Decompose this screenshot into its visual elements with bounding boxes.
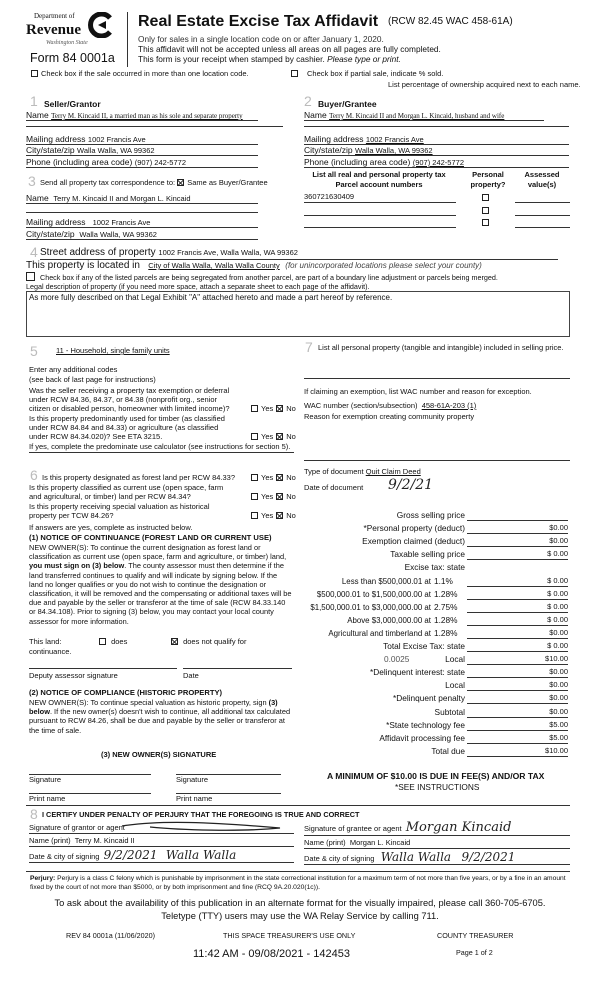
tax-row-value[interactable]: $0.00 — [467, 627, 568, 639]
tax-rate: 1.1% — [434, 575, 453, 586]
grantee-date-field[interactable] — [304, 851, 570, 865]
tax-row-label: Less than $500,000.01 at — [341, 576, 431, 586]
buyer-city-field[interactable] — [304, 145, 569, 156]
buyer-mail-field[interactable] — [304, 134, 569, 145]
checkbox[interactable] — [276, 474, 283, 481]
wac-number: 458-61A-203 (1) — [421, 401, 477, 410]
checkbox[interactable] — [276, 405, 283, 412]
personal-property-line[interactable] — [304, 370, 570, 379]
no-option[interactable] — [276, 432, 296, 441]
label: Mailing address — [26, 217, 86, 227]
q-line: Is this property predominantly used for timber (as classified — [29, 414, 225, 423]
additional-codes-note: (see back of last page for instructions) — [29, 375, 156, 384]
does-qualify-option[interactable] — [99, 637, 127, 646]
text-bold: you must sign on (3) below — [29, 561, 125, 571]
q-line: under RCW 84.84 and 84.33) or agriculture (as classified — [29, 423, 219, 433]
yes-option[interactable] — [251, 404, 273, 413]
owner-signature-2-line[interactable] — [176, 766, 281, 775]
doc-type-field[interactable] — [304, 467, 421, 476]
checkbox[interactable] — [276, 512, 283, 519]
yes-label: Yes — [261, 492, 274, 502]
located-field[interactable] — [26, 260, 482, 271]
tax-row-label: Subtotal — [434, 706, 465, 717]
grantee-city: Walla Walla — [380, 850, 452, 864]
seller-mail-field[interactable] — [26, 134, 258, 145]
tax-row-label: Exemption claimed (deduct) — [362, 536, 465, 547]
text: NEW OWNER(S): To continue the current designation as forest land or classification as current use (open space, farm and agriculture, or timber) land, — [29, 543, 287, 562]
form-number: Form 84 0001a — [30, 51, 115, 65]
label: Date & city of signing — [304, 854, 375, 863]
tax-row-label: Total due — [431, 745, 465, 756]
label: Name — [26, 110, 49, 120]
grantee-date: 9/2/2021 — [461, 850, 516, 864]
tax-row-value[interactable]: $0.00 — [467, 679, 568, 691]
tax-row-label: *Personal property (deduct) — [363, 523, 465, 534]
tax-row-value[interactable]: $ 0.00 — [467, 601, 568, 613]
buyer-name-line-2[interactable] — [304, 114, 569, 127]
tax-row-label: *State technology fee — [386, 719, 465, 730]
street-field[interactable] — [40, 247, 558, 260]
print-name-1-line[interactable] — [29, 785, 151, 794]
seller-heading: Seller/Grantor — [44, 99, 101, 109]
tax-row-value[interactable]: $5.00 — [467, 719, 568, 731]
perjury-label: Perjury: — [30, 875, 56, 882]
additional-codes-label: Enter any additional codes — [29, 365, 118, 374]
grantor-signature-scribble — [120, 818, 290, 834]
q-line: Is this property receiving special valuation as historical — [29, 502, 210, 511]
assessed-value-field[interactable] — [515, 217, 570, 228]
q-historic — [29, 502, 210, 520]
assessed-header — [513, 170, 571, 190]
tax-row-label: Local — [445, 654, 465, 665]
q-line: property per TCW 84.26? — [29, 511, 114, 521]
yes-option[interactable] — [251, 432, 273, 441]
label: Mailing address — [304, 134, 364, 144]
seller-phone: (907) 242-5772 — [134, 158, 186, 167]
partial-sale-label: Check box if partial sale, indicate % sold. — [307, 69, 444, 78]
yes-no-choice — [251, 492, 296, 501]
legal-description-box[interactable]: As more fully described on that Legal Exhibit "A" attached hereto and made a part hereof by reference. — [26, 291, 570, 337]
doc-date[interactable]: 9/2/21 — [388, 477, 434, 493]
signature-1-label: Signature — [29, 775, 62, 784]
deputy-signature-label: Deputy assessor signature — [29, 671, 118, 680]
personal-property-checkbox-cell — [482, 193, 492, 202]
section-2-number: 2 — [304, 93, 312, 109]
doc-date-label: Date of document — [304, 483, 364, 492]
header-line-2: This affidavit will not be accepted unless all areas on all pages are fully completed. — [138, 44, 441, 54]
tax-row-value[interactable] — [467, 509, 568, 521]
perjury-notice — [30, 874, 570, 892]
label: City/state/zip — [26, 229, 75, 239]
q-line: Is this property classified as current use (open space, farm — [29, 483, 224, 492]
text: NEW OWNER(S): To continue special valuation as historic property, sign — [29, 698, 269, 707]
print-name-2-label: Print name — [176, 794, 213, 803]
yes-no-choice — [251, 511, 296, 520]
print-name-1-label: Print name — [29, 794, 66, 803]
section-4-number: 4 — [30, 244, 38, 260]
no-option[interactable] — [276, 473, 296, 482]
checkbox[interactable] — [251, 512, 258, 519]
tax-row-value[interactable]: $ 0.00 — [467, 588, 568, 600]
deputy-date-line[interactable] — [183, 660, 292, 669]
grantee-signature-field[interactable] — [304, 821, 570, 836]
no-label: No — [286, 404, 296, 414]
tax-row-value[interactable]: $0.00 — [467, 706, 568, 718]
q-line: Was the seller receiving a property tax exemption or deferral — [29, 386, 230, 395]
deputy-date-label: Date — [183, 671, 199, 680]
grantee-name: Morgan L. Kincaid — [349, 838, 411, 847]
yes-no-choice — [251, 473, 296, 482]
section-5-number: 5 — [30, 343, 38, 359]
grantee-signature: Morgan Kincaid — [405, 820, 512, 835]
tax-row-label: Local — [445, 680, 465, 691]
section-3-number: 3 — [28, 173, 36, 189]
notice-2-text — [29, 698, 293, 735]
section-8-divider — [26, 805, 570, 806]
label: Mailing address — [26, 134, 86, 144]
grantor-city: Walla Walla — [165, 848, 237, 862]
assessed-value-field[interactable] — [515, 205, 570, 216]
tax-row-label: Total Excise Tax: state — [383, 641, 465, 651]
tax-row-value[interactable]: $0.00 — [467, 692, 568, 704]
parcel-header-2: Parcel account numbers — [335, 180, 423, 189]
personal-header — [467, 170, 509, 190]
this-land-label: This land: — [29, 637, 62, 646]
personal-header-1: Personal — [472, 170, 504, 179]
checkbox[interactable] — [251, 493, 258, 500]
corr-city: Walla Walla, WA 99362 — [79, 230, 157, 239]
yes-label: Yes — [261, 511, 274, 521]
tax-row-value[interactable]: $10.00 — [467, 653, 568, 665]
notice-1-text — [29, 543, 293, 626]
yes-option[interactable] — [251, 492, 273, 501]
personal-property-checkbox-cell — [482, 218, 492, 227]
tax-row-value[interactable]: $ 0.00 — [467, 640, 568, 652]
same-as-buyer-checkbox[interactable] — [177, 179, 184, 186]
tax-row-label: *Delinquent penalty — [393, 693, 465, 704]
yes-option[interactable] — [251, 511, 273, 520]
wac-field[interactable] — [304, 401, 476, 410]
segregate-label: Check box if any of the listed parcels are being segregated from another parcel, are part of a boundary line adjustment or parcels being merged. — [40, 273, 498, 282]
buyer-phone: (907) 242-5772 — [412, 158, 464, 167]
seller-phone-field[interactable] — [26, 157, 258, 168]
checkbox[interactable] — [99, 638, 106, 645]
multi-location-check[interactable] — [31, 69, 249, 78]
no-option[interactable] — [276, 492, 296, 501]
no-option[interactable] — [276, 511, 296, 520]
q-timber — [29, 414, 225, 442]
label: Street address of property — [40, 247, 156, 258]
use-code[interactable]: 11 - Household, single family units — [56, 346, 170, 355]
new-owner-sig-title: (3) NEW OWNER(S) SIGNATURE — [101, 750, 217, 759]
tax-row-label: $500,000.01 to $1,500,000.00 at — [316, 589, 431, 599]
alternate-format-1: To ask about the availability of this publication in an alternate format for the visually impaired, please call 360-705-6705. — [54, 898, 546, 908]
buyer-phone-field[interactable] — [304, 157, 569, 168]
yes-label: Yes — [261, 404, 274, 414]
checkbox[interactable] — [482, 207, 489, 214]
label: Name — [26, 193, 49, 203]
corr-city-field[interactable] — [26, 229, 258, 240]
grantor-name: Terry M. Kincaid II — [74, 836, 135, 845]
partial-sale-check[interactable] — [291, 69, 443, 78]
yes-no-choice — [251, 404, 296, 413]
header-divider — [127, 12, 128, 67]
correspondence-label — [40, 178, 268, 187]
q-exemption — [29, 386, 230, 414]
treasurer-use: THIS SPACE TREASURER'S USE ONLY — [223, 931, 356, 940]
doc-type: Quit Claim Deed — [365, 467, 421, 476]
no-label: No — [286, 432, 296, 442]
local-tax-rate: 0.0025 — [384, 654, 410, 665]
buyer-city: Walla Walla, WA 99362 — [355, 146, 433, 155]
tax-row-value[interactable]: $ 0.00 — [467, 575, 568, 587]
checkbox[interactable] — [276, 433, 283, 440]
tax-row-value[interactable]: $10.00 — [467, 745, 568, 757]
parcel-number-field[interactable] — [304, 217, 456, 228]
corr-mail: 1002 Francis Ave — [92, 218, 151, 227]
q-line: citizen or disabled person, homeowner with limited income)? — [29, 404, 230, 414]
tax-row-value[interactable]: $0.00 — [467, 666, 568, 678]
certify-statement: I CERTIFY UNDER PENALTY OF PERJURY THAT THE FOREGOING IS TRUE AND CORRECT — [42, 810, 360, 819]
print-name-2-line[interactable] — [176, 785, 281, 794]
tax-row-value[interactable]: $5.00 — [467, 732, 568, 744]
reason-line[interactable] — [304, 452, 570, 461]
logo-dept: Department of — [34, 12, 75, 20]
checkbox[interactable] — [251, 474, 258, 481]
parcel-number-field[interactable]: 360721630409 — [304, 192, 456, 203]
if-yes-note: If answers are yes, complete as instructed below. — [29, 523, 193, 532]
label: Send all property tax correspondence to: — [40, 178, 176, 187]
label: Phone (including area code) — [304, 157, 411, 167]
assessed-value-field[interactable] — [515, 192, 570, 203]
revenue-logo-icon — [88, 12, 114, 38]
corr-mail-field[interactable] — [26, 217, 258, 228]
does-not-qualify-option[interactable] — [171, 637, 246, 646]
logo-state: Washington State — [46, 40, 88, 46]
see-instructions: *SEE INSTRUCTIONS — [395, 782, 480, 792]
parcel-number-field[interactable] — [304, 205, 456, 216]
text: . The county assessor must then determine if the land transferred continues to qualify and will indicate by signing below. If the land no longer qualifies or you do not wish to continue the designation or classification, it will be removed and the compensating or additional taxes will be due and payable by the seller or transferor at the time of sale (RCW 84.33.140 or 84.34.108). Prior to signing (3) below, you may contact your local county assessor for more information. — [29, 561, 292, 626]
receipt-note: This form is your receipt when stamped by cashier. — [138, 54, 325, 64]
logo-name: Revenue — [26, 22, 81, 38]
corr-name-line-2[interactable] — [26, 206, 258, 213]
checkbox[interactable] — [171, 638, 178, 645]
label: Reason for exemption — [304, 412, 378, 421]
tax-row-label: Excise tax: state — [404, 562, 465, 573]
continuance-label: continuance. — [29, 647, 72, 656]
q-line: and agricultural, or timber) land per RCW 84.34? — [29, 492, 191, 502]
tax-row-label: Gross selling price — [396, 510, 465, 520]
assessed-header-1: Assessed — [524, 170, 560, 179]
personal-property-checkbox-cell — [482, 206, 492, 215]
label: Type of document — [304, 467, 364, 476]
predominate-note: If yes, complete the predominate use calculator (see instructions for section 5). — [29, 442, 294, 453]
tax-row-value[interactable]: $0.00 — [467, 535, 568, 547]
located-in: City of Walla Walla, Walla Walla County — [148, 261, 280, 270]
grantor-date: 9/2/2021 — [103, 848, 158, 862]
label: Signature of grantor or agent — [29, 823, 125, 832]
owner-signature-1-line[interactable] — [29, 766, 151, 775]
yes-label: Yes — [261, 473, 274, 482]
label: City/state/zip — [304, 145, 353, 155]
county-treasurer: COUNTY TREASURER — [437, 931, 514, 940]
label: Date & city of signing — [29, 852, 100, 861]
checkbox[interactable] — [251, 405, 258, 412]
label: Name (print) — [304, 838, 346, 847]
checkbox[interactable] — [482, 219, 489, 226]
personal-header-2: property? — [470, 180, 506, 189]
checkbox[interactable] — [251, 433, 258, 440]
tax-row-label: Affidavit processing fee — [379, 732, 465, 743]
signature-2-label: Signature — [176, 775, 209, 784]
parcel-header-1: List all real and personal property tax — [312, 170, 446, 179]
street-address: 1002 Francis Ave, Walla Walla, WA 99362 — [158, 248, 298, 257]
no-label: No — [286, 492, 296, 502]
footer-divider — [26, 871, 570, 872]
corr-name-field[interactable] — [26, 193, 258, 204]
tax-rate: 1.28% — [434, 627, 458, 638]
page-number: Page 1 of 2 — [456, 948, 493, 957]
q-forest: Is this property designated as forest land per RCW 84.33? — [42, 473, 236, 482]
section-8-number: 8 — [30, 806, 38, 822]
header-line-3 — [138, 54, 401, 64]
perjury-text: Perjury is a class C felony which is punishable by imprisonment in the state correctional institution for a maximum term of not more than five years, or by a fine in an amount fixed by the court of not more than $5000, or by both imprisonment and fine (RCQ 9A.20.020(1c)). — [30, 875, 566, 891]
notice-2-title: (2) NOTICE OF COMPLIANCE (HISTORIC PROPERTY) — [29, 688, 223, 697]
label: Signature of grantee or agent — [304, 824, 402, 833]
multi-location-label: Check box if the sale occurred in more than one location code. — [41, 69, 249, 78]
no-label: No — [286, 511, 296, 521]
rev-number: REV 84 0001a (11/06/2020) — [66, 931, 155, 940]
checkbox[interactable] — [291, 70, 298, 77]
tax-row-label: $1,500,000.01 to $3,000,000.00 at — [310, 602, 431, 612]
personal-property-label: List all personal property (tangible and intangible) included in selling price. — [318, 343, 564, 352]
label: Phone (including area code) — [26, 157, 133, 167]
reason-field[interactable] — [304, 412, 474, 421]
header-line-1: Only for sales in a single location code on or after January 1, 2020. — [138, 34, 384, 44]
seller-city-field[interactable] — [26, 145, 258, 156]
q-line: under RCW 84.34.020)? See ETA 3215. — [29, 432, 163, 442]
treasurer-stamp: 11:42 AM - 09/08/2021 - 142453 — [193, 948, 350, 960]
label: Name — [304, 110, 327, 120]
tax-row-label: *Delinquent interest: state — [369, 667, 465, 678]
label: This property is located in — [26, 260, 140, 271]
no-label: No — [286, 473, 296, 482]
page-title: Real Estate Excise Tax Affidavit — [138, 13, 379, 30]
checkbox[interactable] — [31, 70, 38, 77]
yes-label: Yes — [261, 432, 274, 442]
grantor-date-field[interactable] — [29, 849, 294, 863]
type-or-print-note: Please type or print. — [327, 54, 401, 64]
grantor-name-field[interactable] — [29, 836, 294, 847]
tax-row-label: Agricultural and timberland at — [328, 628, 431, 638]
reason: creating community property — [379, 412, 475, 421]
parcel-header — [296, 170, 462, 190]
buyer-name: Terry M. Kincaid II and Morgan L. Kincaid, husband and wife — [329, 112, 505, 120]
seller-city: Walla Walla, WA 99362 — [77, 146, 155, 155]
tax-rate: 2.75% — [434, 601, 458, 612]
tax-row-value[interactable]: $0.00 — [467, 522, 568, 534]
checkbox[interactable] — [276, 493, 283, 500]
checkbox[interactable] — [482, 194, 489, 201]
label: WAC number (section/subsection) — [304, 401, 418, 410]
label: does — [111, 637, 128, 646]
label: City/state/zip — [26, 145, 75, 155]
section-1-number: 1 — [30, 93, 38, 109]
grantee-name-field[interactable] — [304, 838, 570, 849]
no-option[interactable] — [276, 404, 296, 413]
tax-row-value[interactable]: $ 0.00 — [467, 614, 568, 626]
tax-rate: 1.28% — [434, 614, 458, 625]
partial-sale-note: List percentage of ownership acquired next to each name. — [388, 80, 581, 89]
checkbox[interactable] — [26, 272, 35, 281]
q-current-use — [29, 483, 223, 501]
assessed-header-2: value(s) — [527, 180, 557, 189]
deputy-signature-line[interactable] — [29, 660, 177, 669]
yes-option[interactable] — [251, 473, 273, 482]
located-note: (for unincorporated locations please select your county) — [285, 261, 482, 270]
tax-row-label: Taxable selling price — [390, 549, 465, 560]
tax-rate: 1.28% — [434, 588, 458, 599]
alternate-format-2: Teletype (TTY) users may use the WA Relay Service by calling 711. — [161, 911, 439, 921]
section-7-number: 7 — [305, 339, 313, 355]
text: . If the new owner(s) doesn't wish to continue, all additional tax calculated pursuant to RCW 84.26, shall be due and payable by the seller or transferor at the time of sale. — [29, 707, 291, 735]
corr-name: Terry M. Kincaid II and Morgan L. Kincaid — [53, 194, 191, 203]
notice-1-title: (1) NOTICE OF CONTINUANCE (FOREST LAND OR CURRENT USE) — [29, 533, 272, 542]
seller-name: Terry M. Kincaid II, a married man as his sole and separate property — [51, 112, 243, 120]
same-as-buyer-label: Same as Buyer/Grantee — [187, 178, 268, 187]
yes-no-choice — [251, 432, 296, 441]
tax-row-value[interactable]: $ 0.00 — [467, 548, 568, 560]
seller-mail: 1002 Francis Ave — [87, 135, 146, 144]
minimum-due-notice: A MINIMUM OF $10.00 IS DUE IN FEE(S) AND/OR TAX — [327, 771, 545, 781]
seller-name-line-2[interactable] — [26, 114, 283, 127]
text-bold: (3) below — [29, 698, 278, 717]
q-line: under RCW 84.36, 84.37, or 84.38 (nonprofit org., senior — [29, 395, 218, 405]
tax-row-label: Above $3,000,000.00 at — [347, 615, 431, 625]
section-6-number: 6 — [30, 467, 38, 483]
exemption-label: If claiming an exemption, list WAC number and reason for exception. — [304, 387, 532, 396]
label: Name (print) — [29, 836, 71, 845]
title-citation: (RCW 82.45 WAC 458-61A) — [388, 16, 513, 27]
label: does not qualify for — [183, 637, 247, 646]
buyer-mail: 1002 Francis Ave — [365, 135, 424, 144]
buyer-heading: Buyer/Grantee — [318, 99, 377, 109]
legal-label: Legal description of property (if you need more space, attach a separate sheet to each page of the affidavit). — [26, 282, 370, 291]
